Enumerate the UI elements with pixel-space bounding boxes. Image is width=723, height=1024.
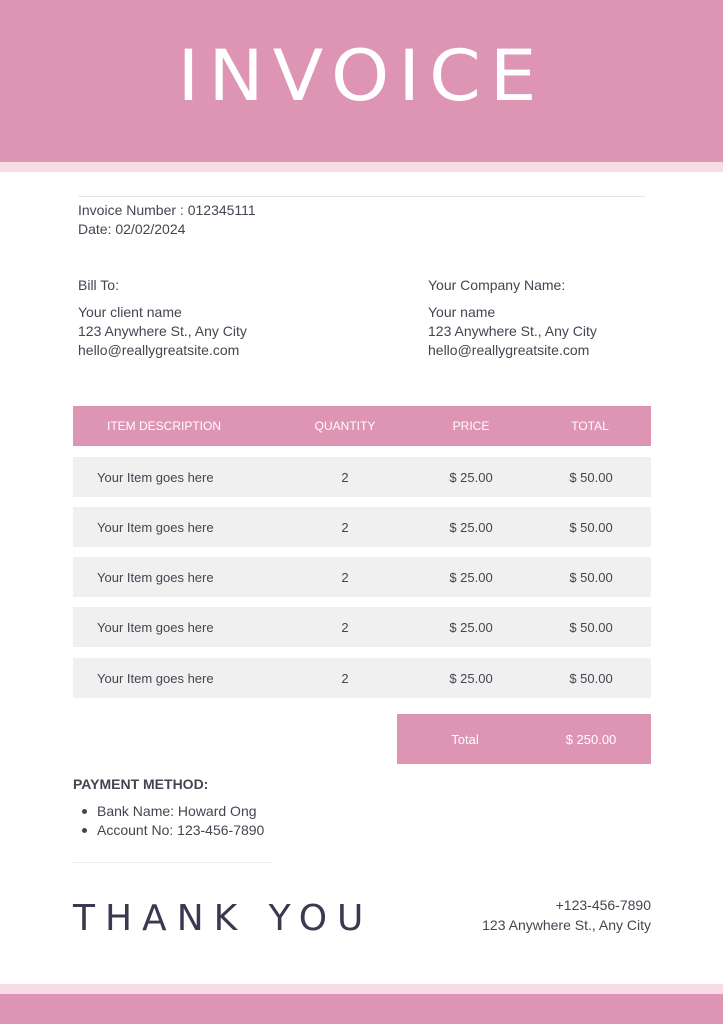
divider <box>78 196 645 197</box>
thank-you-heading: THANK YOU <box>73 898 374 939</box>
item-quantity: 2 <box>341 519 349 535</box>
header-item-description: ITEM DESCRIPTION <box>106 419 221 433</box>
header-stripe <box>0 162 723 172</box>
header-price: PRICE <box>452 419 490 433</box>
list-item <box>80 802 264 821</box>
item-description: Your Item goes here <box>97 619 214 635</box>
bullet-icon <box>82 828 87 833</box>
item-price: $ 25.00 <box>449 619 493 635</box>
payment-method-title: PAYMENT METHOD: <box>73 776 209 792</box>
header-total: TOTAL <box>571 419 609 433</box>
payment-method-list <box>80 802 264 840</box>
item-quantity: 2 <box>341 670 349 686</box>
item-price: $ 25.00 <box>449 670 493 686</box>
grand-total-box <box>397 714 651 764</box>
table-row <box>73 607 651 647</box>
company-label: Your Company Name: <box>428 277 566 293</box>
item-price: $ 25.00 <box>449 469 493 485</box>
item-description: Your Item goes here <box>97 469 214 485</box>
footer-band <box>0 994 723 1024</box>
table-row <box>73 507 651 547</box>
company-address: 123 Anywhere St., Any City <box>428 323 597 339</box>
bullet-icon <box>82 809 87 814</box>
item-price: $ 25.00 <box>449 569 493 585</box>
divider <box>73 862 271 863</box>
invoice-number: Invoice Number : 012345111 <box>78 202 256 218</box>
company-contact-name: Your name <box>428 304 496 320</box>
client-email: hello@reallygreatsite.com <box>78 342 240 358</box>
item-total: $ 50.00 <box>569 519 613 535</box>
grand-total-value: $ 250.00 <box>565 731 617 747</box>
list-item <box>80 821 264 840</box>
item-price: $ 25.00 <box>449 519 493 535</box>
company-email: hello@reallygreatsite.com <box>428 342 590 358</box>
client-name: Your client name <box>78 304 182 320</box>
table-row <box>73 557 651 597</box>
bill-to-label: Bill To: <box>78 277 119 293</box>
bank-name: Bank Name: Howard Ong <box>97 803 257 819</box>
footer-address: 123 Anywhere St., Any City <box>482 917 651 933</box>
item-total: $ 50.00 <box>569 469 613 485</box>
item-description: Your Item goes here <box>97 519 214 535</box>
item-description: Your Item goes here <box>97 670 214 686</box>
table-row <box>73 457 651 497</box>
account-number: Account No: 123-456-7890 <box>97 822 265 838</box>
header-quantity: QUANTITY <box>314 419 376 433</box>
footer-stripe <box>0 984 723 994</box>
invoice-date: Date: 02/02/2024 <box>78 221 186 237</box>
item-description: Your Item goes here <box>97 569 214 585</box>
item-total: $ 50.00 <box>569 619 613 635</box>
client-address: 123 Anywhere St., Any City <box>78 323 247 339</box>
item-total: $ 50.00 <box>569 569 613 585</box>
item-quantity: 2 <box>341 619 349 635</box>
table-row <box>73 658 651 698</box>
table-header <box>73 406 651 446</box>
item-quantity: 2 <box>341 569 349 585</box>
grand-total-label: Total <box>451 731 479 747</box>
item-quantity: 2 <box>341 469 349 485</box>
footer-phone: +123-456-7890 <box>555 897 651 913</box>
item-total: $ 50.00 <box>569 670 613 686</box>
invoice-title: INVOICE <box>177 35 546 117</box>
